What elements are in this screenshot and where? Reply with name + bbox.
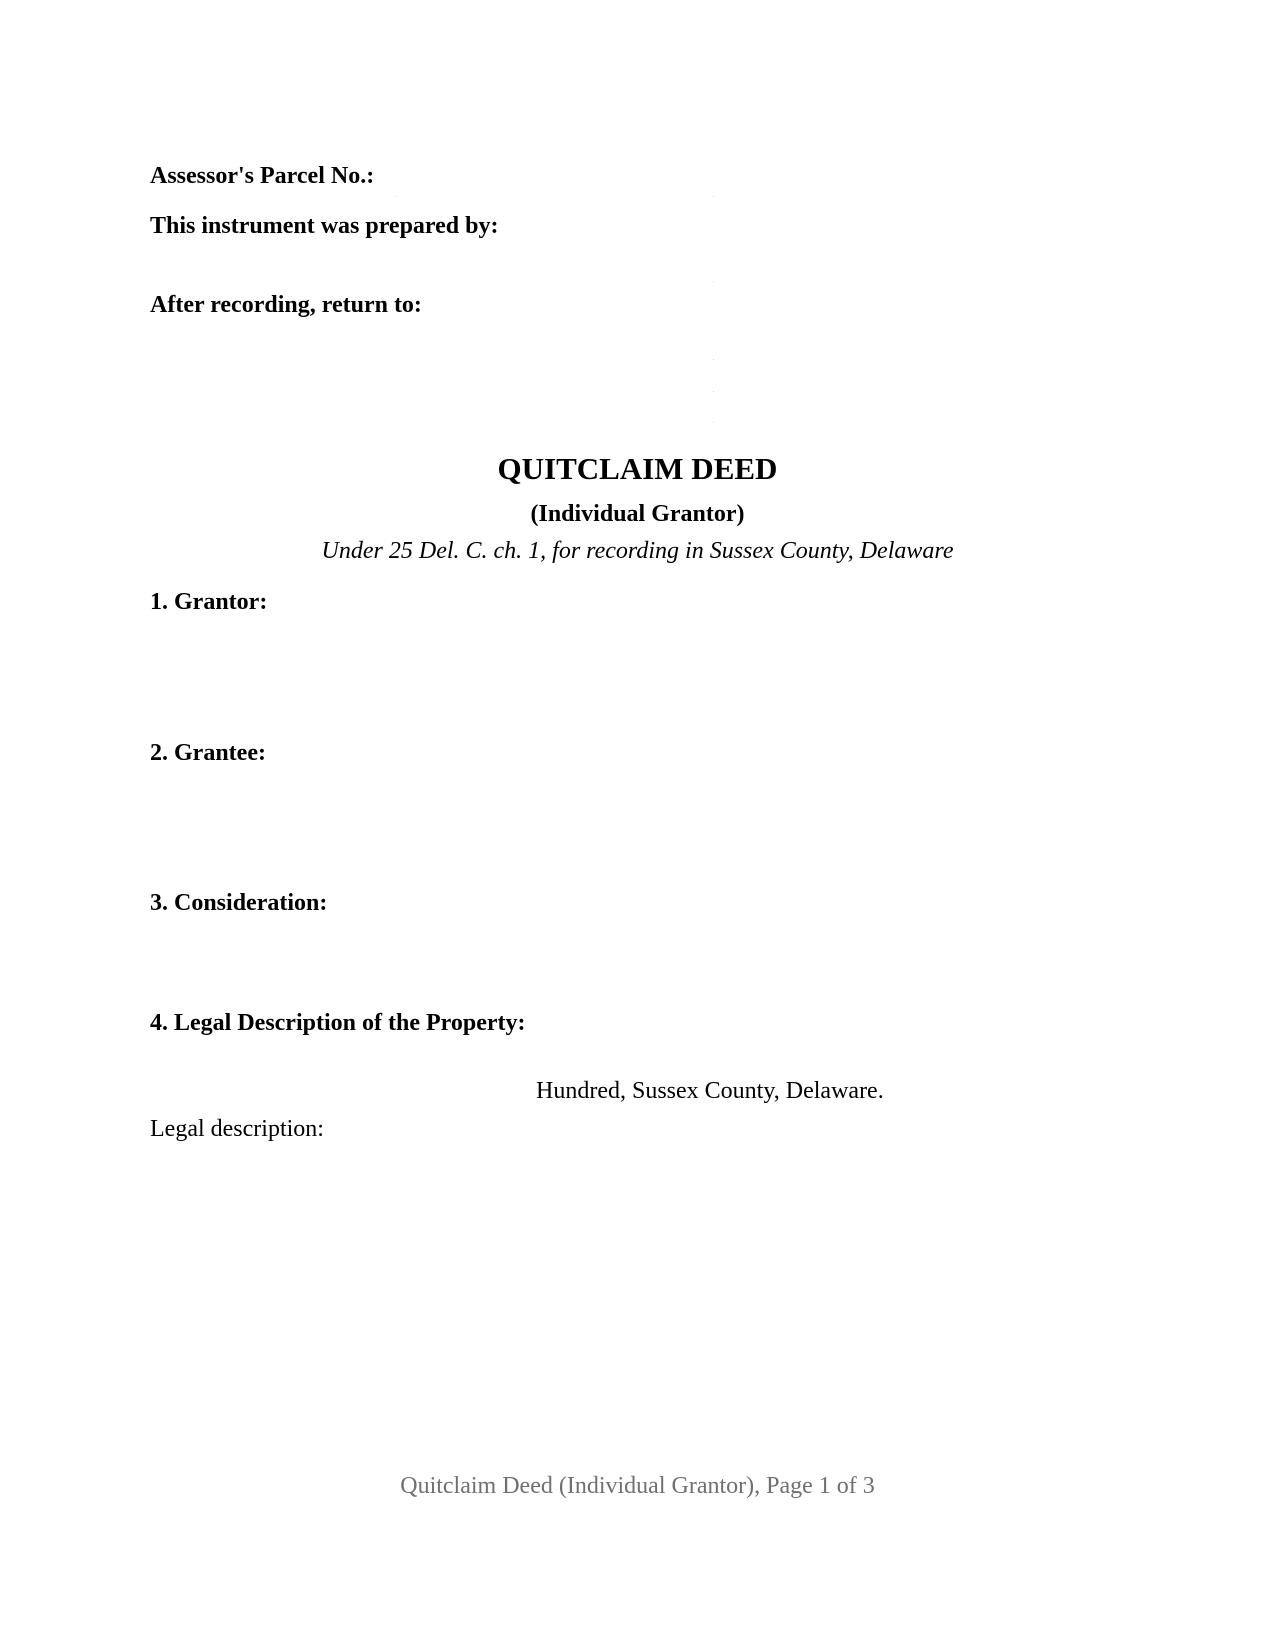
page-footer: Quitclaim Deed (Individual Grantor), Page 1 of 3 (400, 1473, 875, 1499)
blank-field-mark (713, 422, 714, 423)
blank-field-mark (396, 196, 397, 197)
return-to-label: After recording, return to: (150, 292, 422, 318)
blank-field-mark (713, 391, 714, 392)
parcel-number-label: Assessor's Parcel No.: (150, 163, 375, 189)
blank-field-mark (713, 196, 714, 197)
document-title: QUITCLAIM DEED (497, 451, 778, 486)
prepared-by-label: This instrument was prepared by: (150, 213, 499, 239)
grantor-heading: 1. Grantor: (150, 589, 268, 615)
blank-field-mark (713, 281, 714, 282)
blank-field-mark (713, 359, 714, 360)
legal-description-heading: 4. Legal Description of the Property: (150, 1010, 526, 1036)
property-location-text: Hundred, Sussex County, Delaware. (536, 1078, 884, 1104)
statute-reference: Under 25 Del. C. ch. 1, for recording in Sussex County, Delaware (321, 538, 954, 564)
document-subtitle: (Individual Grantor) (530, 501, 745, 527)
legal-description-label: Legal description: (150, 1116, 324, 1142)
consideration-heading: 3. Consideration: (150, 890, 328, 916)
grantee-heading: 2. Grantee: (150, 740, 266, 766)
